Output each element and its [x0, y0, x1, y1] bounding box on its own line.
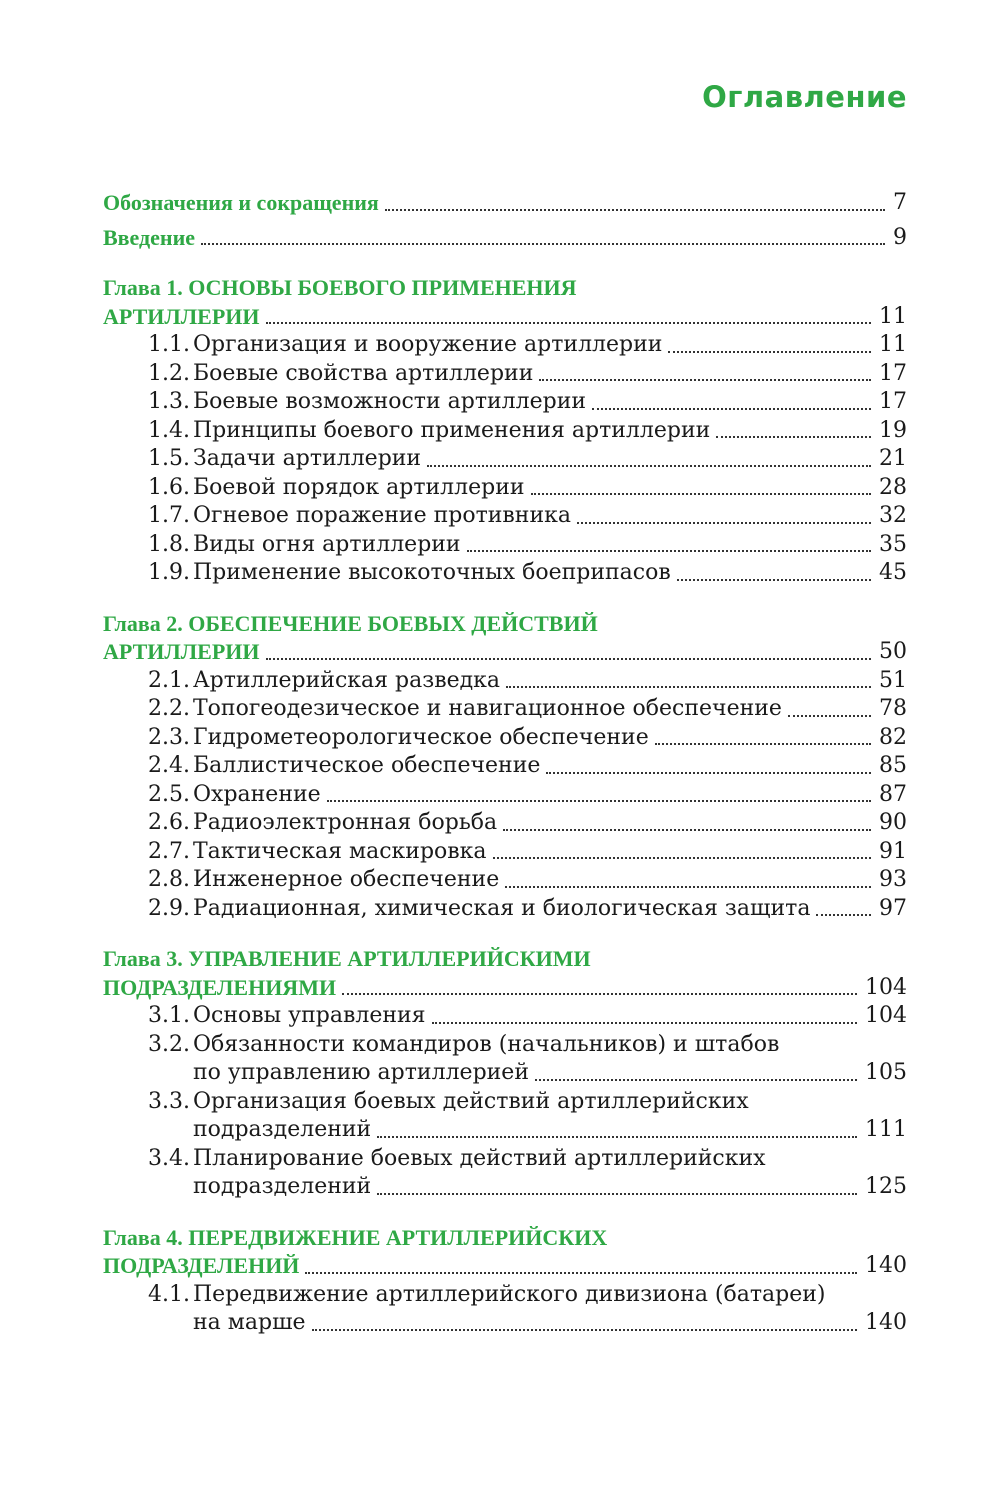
dot-leader: [506, 686, 871, 688]
page-number: 111: [865, 1117, 907, 1142]
section-title: Боевой порядок артиллерии: [193, 474, 525, 500]
page-number: 140: [865, 1253, 907, 1278]
page-number: 104: [865, 974, 907, 1000]
dot-leader: [493, 857, 871, 859]
entry-label: Обозначения и сокращения: [103, 190, 379, 215]
toc-section-item[interactable]: [103, 1145, 907, 1202]
section-number: 2.3.: [148, 724, 190, 750]
section-title-line: [193, 1002, 907, 1031]
toc-section-item[interactable]: [103, 388, 907, 417]
page-number: 11: [879, 332, 907, 357]
chapter-block: [103, 274, 907, 588]
dot-leader: [327, 800, 871, 802]
chapter-heading-continued: ПОДРАЗДЕЛЕНИЙ: [103, 1253, 300, 1278]
toc-section-item[interactable]: [103, 502, 907, 531]
section-number: 1.5.: [148, 446, 190, 471]
page-number: 28: [879, 474, 907, 500]
dot-leader: [503, 829, 871, 831]
section-number: 1.7.: [148, 503, 190, 528]
chapter-heading[interactable]: Глава 4. ПЕРЕДВИЖЕНИЕ АРТИЛЛЕРИЙСКИХ: [103, 1224, 608, 1250]
dot-leader: [668, 351, 871, 353]
section-title: Применение высокоточных боеприпасов: [193, 560, 671, 585]
dot-leader: [377, 1193, 857, 1195]
chapter-heading-entry[interactable]: [103, 638, 907, 667]
chapter-heading-continued: АРТИЛЛЕРИИ: [103, 639, 260, 664]
dot-leader: [577, 522, 871, 524]
toc-section-item[interactable]: [103, 331, 907, 360]
section-title-line: [193, 331, 907, 360]
toc-section-item[interactable]: [103, 695, 907, 724]
toc-section-item[interactable]: [103, 724, 907, 753]
section-number: 3.4.: [148, 1145, 190, 1171]
section-number: 2.7.: [148, 838, 190, 864]
page-number: 51: [879, 667, 907, 693]
dot-leader: [385, 209, 885, 211]
section-title-line: [193, 417, 907, 446]
section-number: 1.4.: [148, 417, 190, 443]
chapter-heading-continued: ПОДРАЗДЕЛЕНИЯМИ: [103, 974, 337, 1000]
dot-leader: [467, 550, 871, 552]
section-title-line: [193, 1173, 907, 1202]
dot-leader: [531, 493, 871, 495]
dot-leader: [816, 914, 871, 916]
section-title: Гидрометеорологическое обеспечение: [193, 724, 649, 750]
section-title: Организация и вооружение артиллерии: [193, 332, 663, 357]
toc-section-item[interactable]: [103, 895, 907, 924]
page-number: 78: [879, 696, 907, 721]
page-number: 17: [879, 360, 907, 386]
section-title-line: [193, 531, 907, 560]
toc-section-item[interactable]: [103, 559, 907, 588]
dot-leader: [377, 1136, 857, 1138]
section-title-line: [193, 474, 907, 503]
section-title-first-line: Планирование боевых действий артиллерийских: [193, 1145, 766, 1171]
dot-leader: [592, 408, 871, 410]
page-number: 11: [879, 303, 907, 329]
section-title: Инженерное обеспечение: [193, 867, 500, 892]
chapter-block: [103, 610, 907, 924]
section-number: 1.9.: [148, 560, 190, 585]
page-number: 105: [865, 1060, 907, 1085]
dot-leader: [312, 1329, 857, 1331]
dot-leader: [266, 322, 871, 324]
section-title: по управлению артиллерией: [193, 1060, 529, 1085]
page-number: 45: [879, 560, 907, 585]
section-title-first-line: Обязанности командиров (начальников) и штабов: [193, 1031, 780, 1057]
page-number: 90: [879, 810, 907, 835]
toc-section-item[interactable]: [103, 1002, 907, 1031]
page-number: 140: [865, 1310, 907, 1335]
dot-leader: [677, 579, 871, 581]
section-title-line: [193, 445, 907, 474]
section-title-line: [193, 360, 907, 389]
dot-leader: [535, 1079, 857, 1081]
dot-leader: [716, 436, 871, 438]
toc-section-item[interactable]: [103, 360, 907, 389]
section-number: 2.2.: [148, 696, 190, 721]
page-number: 125: [865, 1174, 907, 1199]
toc-section-item[interactable]: [103, 1088, 907, 1145]
chapter-list: [103, 274, 907, 1338]
page-number: 17: [879, 389, 907, 414]
page-number: 35: [879, 531, 907, 557]
section-number: 3.2.: [148, 1031, 190, 1057]
section-title-line: [193, 667, 907, 696]
toc-section-item[interactable]: [103, 1281, 907, 1338]
dot-leader: [305, 1272, 857, 1274]
section-number: 3.3.: [148, 1088, 190, 1114]
section-title: Охранение: [193, 781, 321, 807]
toc-entry-introduction[interactable]: [103, 224, 907, 253]
dot-leader: [432, 1022, 857, 1024]
section-title: Артиллерийская разведка: [193, 667, 501, 693]
section-title: подразделений: [193, 1174, 372, 1199]
section-number: 1.1.: [148, 332, 190, 357]
section-title-line: [193, 724, 907, 753]
page-number: 19: [879, 417, 907, 443]
section-number: 1.8.: [148, 531, 190, 557]
page-number: 93: [879, 867, 907, 892]
toc-section-item[interactable]: [103, 474, 907, 503]
dot-leader: [505, 886, 871, 888]
section-number: 3.1.: [148, 1003, 190, 1028]
section-title-line: [193, 866, 907, 895]
chapter-heading-entry[interactable]: [103, 974, 907, 1003]
dot-leader: [539, 379, 871, 381]
toc-section-item[interactable]: [103, 531, 907, 560]
section-title: Огневое поражение противника: [193, 503, 571, 528]
section-title: Боевые возможности артиллерии: [193, 389, 587, 414]
page-number: 7: [893, 190, 907, 215]
toc-section-item[interactable]: [103, 417, 907, 446]
chapter-heading-continued: АРТИЛЛЕРИИ: [103, 303, 260, 329]
chapter-heading[interactable]: Глава 2. ОБЕСПЕЧЕНИЕ БОЕВЫХ ДЕЙСТВИЙ: [103, 610, 598, 636]
section-number: 2.6.: [148, 810, 190, 835]
toc-section-item[interactable]: [103, 445, 907, 474]
section-number: 1.6.: [148, 474, 190, 500]
page-number: 97: [879, 895, 907, 921]
section-title-line: [193, 809, 907, 838]
chapter-block: [103, 1224, 907, 1338]
section-title: Радиоэлектронная борьба: [193, 810, 498, 835]
page-number: 9: [893, 224, 907, 250]
section-title: на марше: [193, 1310, 306, 1335]
dot-leader: [201, 243, 885, 245]
toc-section-item[interactable]: [103, 1031, 907, 1088]
section-title: Боевые свойства артиллерии: [193, 360, 534, 386]
page-number: 50: [879, 639, 907, 664]
section-title-line: [193, 752, 907, 781]
section-title: Принципы боевого применения артиллерии: [193, 417, 711, 443]
chapter-heading-entry[interactable]: [103, 303, 907, 332]
entry-label: Введение: [103, 224, 196, 250]
toc-section-item[interactable]: [103, 781, 907, 810]
page-number: 82: [879, 724, 907, 750]
section-title-line: [193, 781, 907, 810]
section-title-line: [193, 1059, 907, 1088]
section-title-first-line: Организация боевых действий артиллерийских: [193, 1088, 749, 1114]
section-title: Топогеодезическое и навигационное обеспечение: [193, 696, 782, 721]
page-title: Оглавление: [702, 80, 907, 114]
chapter-block: [103, 945, 907, 1202]
dot-leader: [342, 993, 857, 995]
page-number: 32: [879, 503, 907, 528]
section-title: подразделений: [193, 1117, 372, 1142]
section-title-line: [193, 895, 907, 924]
section-title: Основы управления: [193, 1003, 426, 1028]
page-number: 87: [879, 781, 907, 807]
dot-leader: [427, 465, 871, 467]
section-title-first-line: Передвижение артиллерийского дивизиона (батареи): [193, 1281, 826, 1307]
section-number: 1.3.: [148, 389, 190, 414]
section-title: Радиационная, химическая и биологическая защита: [193, 895, 811, 921]
section-title-line: [193, 388, 907, 417]
toc-section-item[interactable]: [103, 667, 907, 696]
section-number: 4.1.: [148, 1281, 190, 1307]
section-title: Виды огня артиллерии: [193, 531, 461, 557]
section-number: 2.1.: [148, 667, 190, 693]
page-number: 91: [879, 838, 907, 864]
section-title-line: [193, 695, 907, 724]
section-number: 2.8.: [148, 867, 190, 892]
section-title: Задачи артиллерии: [193, 446, 422, 471]
section-title-line: [193, 502, 907, 531]
dot-leader: [266, 658, 871, 660]
section-title-line: [193, 559, 907, 588]
toc-entry-abbreviations[interactable]: [103, 189, 907, 218]
toc-section-item[interactable]: [103, 809, 907, 838]
dot-leader: [655, 743, 871, 745]
dot-leader: [546, 772, 871, 774]
section-title: Тактическая маскировка: [193, 838, 487, 864]
chapter-heading[interactable]: Глава 3. УПРАВЛЕНИЕ АРТИЛЛЕРИЙСКИМИ: [103, 946, 591, 971]
section-number: 1.2.: [148, 360, 190, 386]
section-title: Баллистическое обеспечение: [193, 753, 541, 778]
page-number: 85: [879, 753, 907, 778]
page-number: 21: [879, 446, 907, 471]
dot-leader: [788, 715, 871, 717]
section-title-line: [193, 1309, 907, 1338]
page-number: 104: [865, 1003, 907, 1028]
chapter-heading-entry[interactable]: [103, 1252, 907, 1281]
chapter-heading[interactable]: Глава 1. ОСНОВЫ БОЕВОГО ПРИМЕНЕНИЯ: [103, 275, 577, 300]
section-title-line: [193, 838, 907, 867]
section-number: 2.4.: [148, 753, 190, 778]
toc-section-item[interactable]: [103, 752, 907, 781]
section-number: 2.5.: [148, 781, 190, 807]
toc-section-item[interactable]: [103, 838, 907, 867]
section-number: 2.9.: [148, 895, 190, 921]
section-title-line: [193, 1116, 907, 1145]
table-of-contents: [103, 189, 907, 1338]
toc-section-item[interactable]: [103, 866, 907, 895]
